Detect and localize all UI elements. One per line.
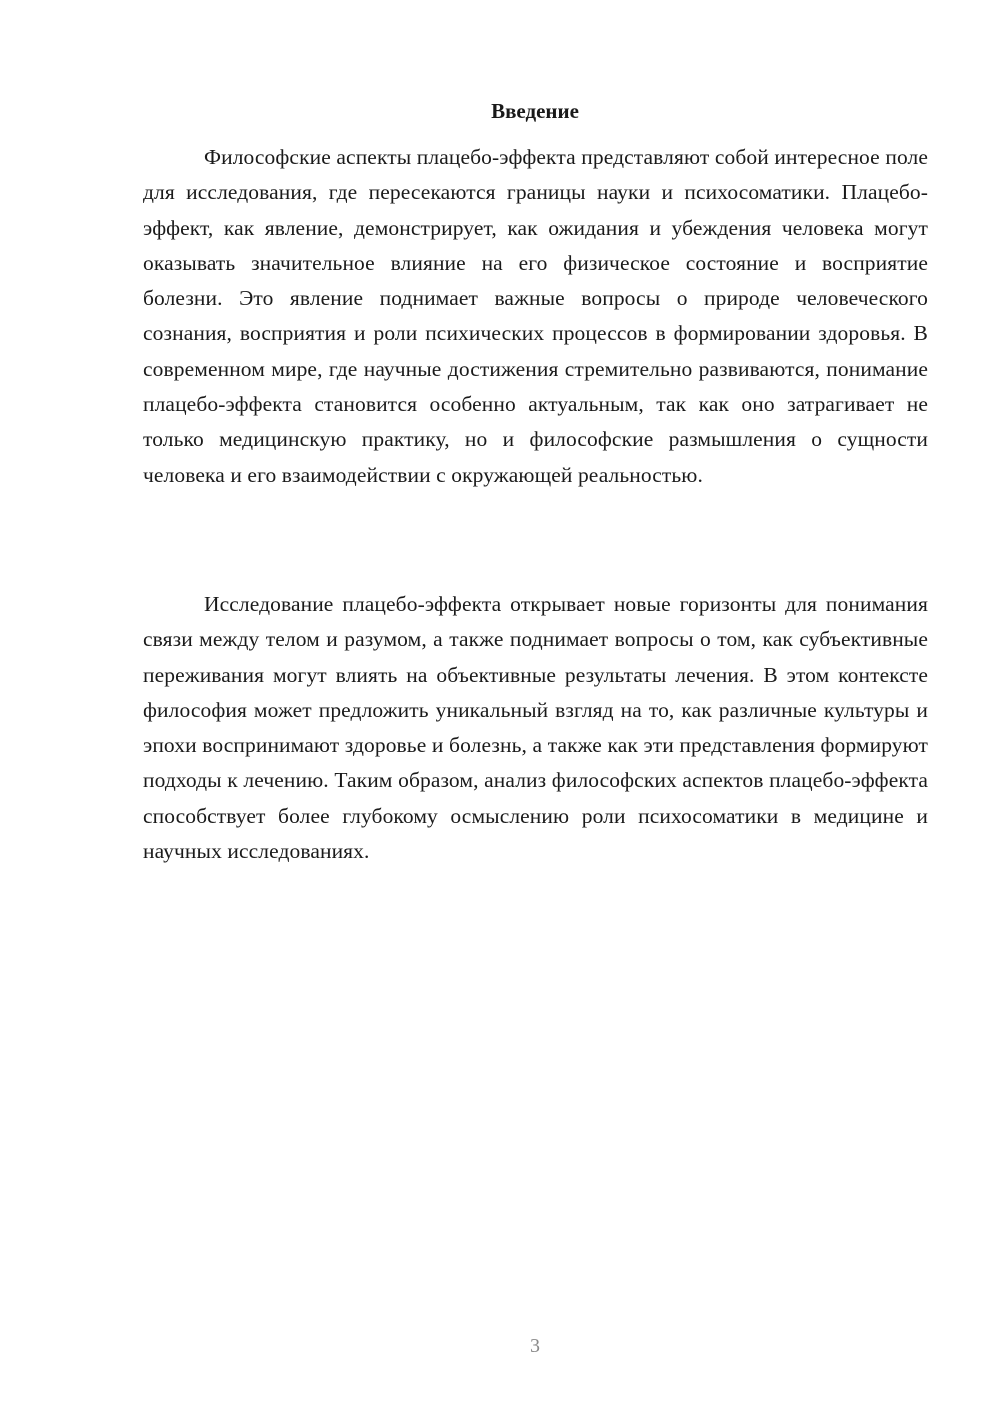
page-number: 3 [530, 1335, 540, 1357]
paragraph-introduction-2: Исследование плацебо-эффекта открывает новые горизонты для понимания связи между телом и разумом, а также поднимает вопросы о том, как субъективные переживания могут влиять на объективные результаты лечения. В этом контексте философия может предложить уникальный взгляд на то, как различные культуры и эпохи воспринимают здоровье и болезнь, а также как эти представления формируют подходы к лечению. Таким образом, анализ философских аспектов плацебо-эффекта способствует более глубокому осмыслению роли психосоматики в медицине и научных исследованиях. [143, 592, 928, 864]
paragraph-introduction-1: Философские аспекты плацебо-эффекта представляют собой интересное поле для исследования, где пересекаются границы науки и психосоматики. Плацебо-эффект, как явление, демонстрирует, как ожидания и убеждения человека могут оказывать значительное влияние на его физическое состояние и восприятие болезни. Это явление поднимает важные вопросы о природе человеческого сознания, восприятия и роли психических процессов в формировании здоровья. В современном мире, где научные достижения стремительно развиваются, понимание плацебо-эффекта становится особенно актуальным, так как оно затрагивает не только медицинскую практику, но и философские размышления о сущности человека и его взаимодействии с окружающей реальностью. [143, 145, 928, 487]
section-heading: Введение [491, 99, 579, 123]
